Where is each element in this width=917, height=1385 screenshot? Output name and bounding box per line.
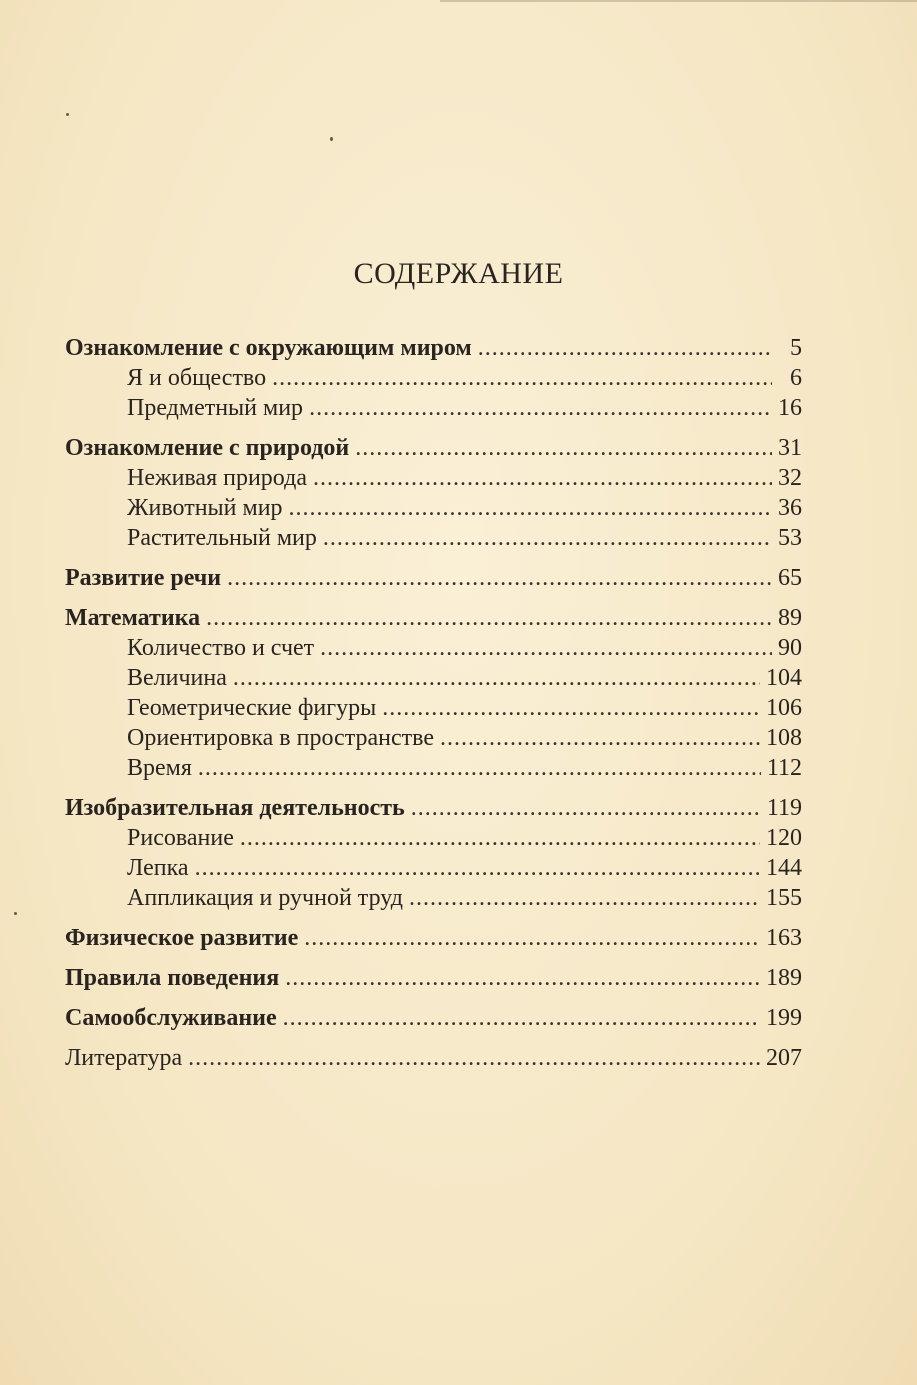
toc-page-number: 106 bbox=[766, 695, 802, 721]
toc-label: Развитие речи bbox=[65, 565, 222, 591]
toc-label: Рисование bbox=[127, 825, 234, 851]
toc-subsection[interactable] bbox=[65, 393, 802, 423]
toc-label: Самообслуживание bbox=[65, 1005, 277, 1031]
leader-dots bbox=[272, 363, 772, 393]
toc-subsection[interactable] bbox=[65, 753, 802, 783]
toc-page-number: 32 bbox=[778, 465, 802, 491]
leader-dots bbox=[198, 753, 761, 783]
toc-section[interactable] bbox=[65, 1043, 802, 1073]
leader-dots bbox=[304, 923, 760, 953]
leader-dots bbox=[233, 663, 760, 693]
paper-speck bbox=[14, 912, 17, 915]
toc-page-number: 31 bbox=[778, 435, 802, 461]
leader-dots bbox=[285, 963, 760, 993]
toc-label: Изобразительная деятельность bbox=[65, 795, 405, 821]
leader-dots bbox=[289, 493, 772, 523]
toc-section[interactable] bbox=[65, 923, 802, 953]
leader-dots bbox=[309, 393, 772, 423]
leader-dots bbox=[283, 1003, 760, 1033]
leader-dots bbox=[323, 523, 772, 553]
page-title: СОДЕРЖАНИЕ bbox=[353, 257, 564, 290]
toc-label: Геометрические фигуры bbox=[127, 695, 377, 721]
toc-label: Литература bbox=[65, 1045, 183, 1071]
toc-page-number: 16 bbox=[778, 395, 802, 421]
toc-label: Животный мир bbox=[127, 495, 283, 521]
toc-label: Ознакомление с природой bbox=[65, 435, 350, 461]
table-of-contents bbox=[65, 333, 802, 1073]
toc-section[interactable] bbox=[65, 793, 802, 823]
toc-section[interactable] bbox=[65, 603, 802, 633]
toc-subsection[interactable] bbox=[65, 493, 802, 523]
toc-label: Аппликация и ручной труд bbox=[127, 885, 403, 911]
toc-subsection[interactable] bbox=[65, 723, 802, 753]
toc-page-number: 120 bbox=[766, 825, 802, 851]
toc-page-number: 207 bbox=[766, 1045, 802, 1071]
toc-section[interactable] bbox=[65, 563, 802, 593]
leader-dots bbox=[409, 883, 760, 913]
toc-page-number: 90 bbox=[778, 635, 802, 661]
toc-page-number: 65 bbox=[778, 565, 802, 591]
toc-subsection[interactable] bbox=[65, 693, 802, 723]
toc-label: Количество и счет bbox=[127, 635, 315, 661]
leader-dots bbox=[355, 433, 772, 463]
toc-page-number: 89 bbox=[778, 605, 802, 631]
leader-dots bbox=[478, 333, 772, 363]
leader-dots bbox=[320, 633, 772, 663]
toc-label: Растительный мир bbox=[127, 525, 317, 551]
toc-page-number: 155 bbox=[766, 885, 802, 911]
toc-label: Лепка bbox=[127, 855, 189, 881]
toc-page-number: 108 bbox=[766, 725, 802, 751]
toc-subsection[interactable] bbox=[65, 363, 802, 393]
toc-page-number: 6 bbox=[790, 365, 802, 391]
toc-page-number: 112 bbox=[766, 755, 802, 781]
toc-subsection[interactable] bbox=[65, 463, 802, 493]
toc-section[interactable] bbox=[65, 333, 802, 363]
toc-page-number: 5 bbox=[790, 335, 802, 361]
leader-dots bbox=[240, 823, 760, 853]
toc-subsection[interactable] bbox=[65, 853, 802, 883]
toc-section[interactable] bbox=[65, 433, 802, 463]
leader-dots bbox=[313, 463, 772, 493]
toc-label: Правила поведения bbox=[65, 965, 280, 991]
toc-subsection[interactable] bbox=[65, 823, 802, 853]
toc-label: Время bbox=[127, 755, 192, 781]
leader-dots bbox=[440, 723, 760, 753]
toc-label: Неживая природа bbox=[127, 465, 307, 491]
toc-label: Физическое развитие bbox=[65, 925, 299, 951]
leader-dots bbox=[195, 853, 760, 883]
paper-speck bbox=[66, 113, 69, 116]
toc-subsection[interactable] bbox=[65, 663, 802, 693]
paper-speck bbox=[330, 137, 333, 141]
toc-page-number: 163 bbox=[766, 925, 802, 951]
toc-label: Ознакомление с окружающим миром bbox=[65, 335, 472, 361]
toc-page-number: 104 bbox=[766, 665, 802, 691]
toc-page-number: 199 bbox=[766, 1005, 802, 1031]
toc-page-number: 53 bbox=[778, 525, 802, 551]
leader-dots bbox=[188, 1043, 760, 1073]
toc-page-number: 189 bbox=[766, 965, 802, 991]
toc-page-number: 119 bbox=[766, 795, 802, 821]
toc-label: Величина bbox=[127, 665, 227, 691]
page-edge bbox=[440, 0, 917, 2]
toc-subsection[interactable] bbox=[65, 633, 802, 663]
toc-section[interactable] bbox=[65, 1003, 802, 1033]
toc-label: Я и общество bbox=[127, 365, 267, 391]
toc-subsection[interactable] bbox=[65, 883, 802, 913]
toc-page-number: 36 bbox=[778, 495, 802, 521]
toc-section[interactable] bbox=[65, 963, 802, 993]
toc-page-number: 144 bbox=[766, 855, 802, 881]
toc-label: Математика bbox=[65, 605, 201, 631]
leader-dots bbox=[227, 563, 772, 593]
leader-dots bbox=[382, 693, 760, 723]
toc-subsection[interactable] bbox=[65, 523, 802, 553]
toc-label: Предметный мир bbox=[127, 395, 304, 421]
leader-dots bbox=[206, 603, 772, 633]
leader-dots bbox=[411, 793, 761, 823]
toc-label: Ориентировка в пространстве bbox=[127, 725, 434, 751]
